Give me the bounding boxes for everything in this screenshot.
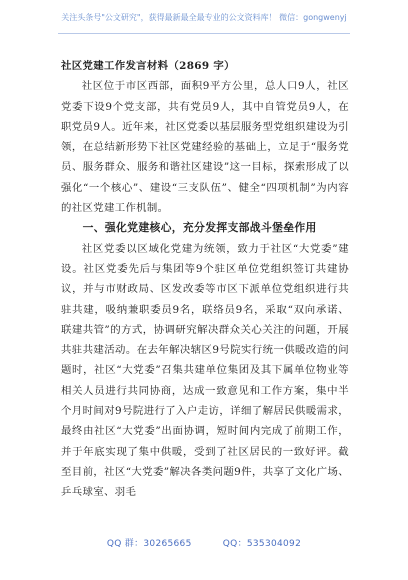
- page-footer: [0, 536, 408, 549]
- intro-paragraph: 社区位于市区西部，面积9平方公里，总人口9人，社区党委下设9个党支部，共有党员9人，其中自管党员9人，在职党员9人。近年来，社区党委以基层服务型党组织建设为引领，在总结新形势下社区党建经验的基础上，立足于“服务党员、服务群众、服务和谐社区建设”这一目标，探索形成了以强化“一个核心”、建设“三支队伍”、健全“四项机制”为内容的社区党建工作机制。: [61, 80, 349, 215]
- footer-qq-group: QQ 群：30265665: [106, 539, 192, 549]
- document-title: 社区党建工作发言材料（2869 字）: [61, 60, 235, 72]
- header-divider: [58, 33, 350, 34]
- document-body: [61, 56, 349, 503]
- page-header: [0, 0, 408, 40]
- header-promo-text: 关注头条号"公文研究"，获得最新最全最专业的公文资料库！ 微信：gongwenyj: [61, 13, 347, 22]
- footer-qq: QQ：535304092: [222, 539, 302, 549]
- section-heading-1: 一、强化党建核心，充分发挥支部战斗堡垒作用: [82, 221, 317, 235]
- section-1-paragraph: 社区党委以区域化党建为统领，致力于社区“大党委”建设。社区党委先后与集团等9个驻区单位党组织签订共建协议，并与市财政局、区发改委等市区下派单位党组织进行共驻共建，吸纳兼职委员9名，联络员9名，采取“双向承诺、联建共管”的方式，协调研究解决群众关心关注的问题，开展共驻共建活动。在去年解决辖区9号院实行统一供暖改造的问题时，社区“大党委”召集共建单位集团及其下属单位物业等相关人员进行共同协商，达成一致意见和工作方案，集中半个月时间对9号院进行了入户走访，详细了解居民供暖需求，最终由社区“大党委”出面协调，短时间内完成了前期工作，并于年底实现了集中供暖，受到了社区居民的一致好评。截至目前，社区“大党委”解决各类问题9件，共享了文化广场、乒乓球室、羽毛: [61, 242, 349, 499]
